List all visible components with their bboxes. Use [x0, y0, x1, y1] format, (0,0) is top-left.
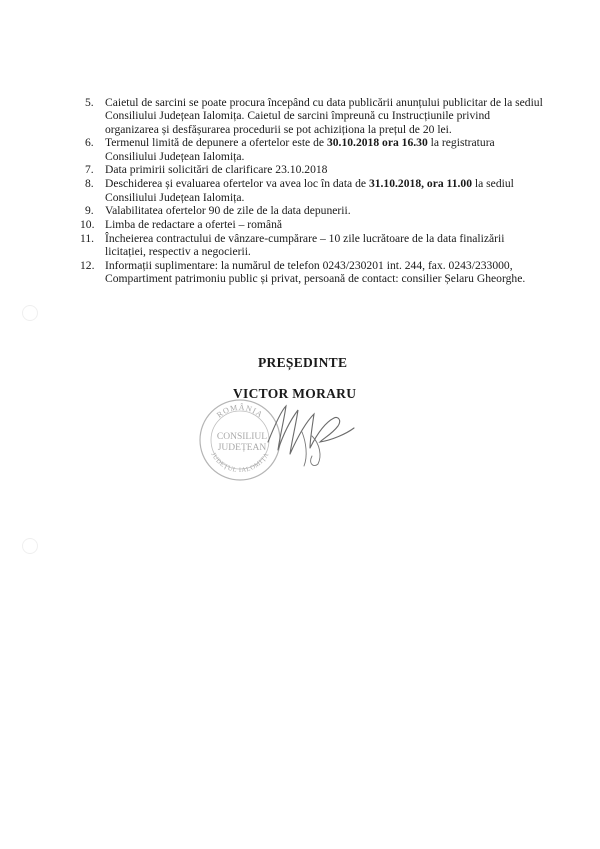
item-text-part: Limba de redactare a ofertei – română [105, 218, 283, 232]
list-item [85, 136, 545, 163]
scan-artifact-dot [22, 305, 38, 321]
item-text-part: Informații suplimentare: la numărul de telefon 0243/230201 int. 244, fax. 0243/233000, Compartiment patrimoniu public și privat, persoană de contact: consilier Șelaru Gheorghe. [105, 259, 526, 286]
item-text [105, 259, 525, 285]
item-number: 5. [85, 96, 94, 109]
item-text [105, 177, 514, 203]
handwritten-signature [262, 402, 362, 472]
item-text [105, 136, 495, 162]
item-number: 8. [85, 177, 94, 191]
signatory-title: PREȘEDINTE [258, 355, 348, 370]
stamp-line2: JUDEȚEAN [217, 443, 267, 453]
stamp-line1: CONSILIUL [216, 432, 268, 442]
item-text [105, 96, 543, 136]
list-item [85, 177, 545, 204]
list-item [80, 218, 545, 232]
terms-list [80, 96, 545, 286]
item-number: 10. [80, 218, 95, 232]
item-text-part: Încheierea contractului de vânzare-cumpărare – 10 zile lucrătoare de la data finalizării licitației, respectiv a negocierii. [105, 231, 505, 259]
item-text-part: la registratura Consiliului Județean Ialomița. [105, 136, 495, 163]
list-item [85, 163, 545, 176]
item-text-part: Caietul de sarcini se poate procura începând cu data publicării anunțului publicitar de la sediul Consiliului Județean Ialomița. Caietul de sarcini împreună cu Instrucțiunile privind organizarea și desfășurarea procedurii se pot achiziționa la prețul de 20 lei. [105, 96, 543, 136]
item-number: 7. [85, 163, 94, 177]
item-text [105, 204, 351, 217]
scan-artifact-dot [22, 538, 38, 554]
stamp-bottom-text: JUDEȚUL IALOMIȚA [209, 451, 271, 475]
stamp-top-text: ROMÂNIA [215, 402, 265, 420]
list-item [80, 259, 545, 286]
list-item [80, 231, 545, 259]
item-number: 11. [80, 231, 95, 245]
item-text-part: Valabilitatea ofertelor 90 de zile de la data depunerii. [105, 204, 351, 218]
emphasized-date: 30.10.2018 ora 16.30 [326, 136, 428, 150]
list-item [85, 96, 545, 136]
item-text-part: Deschiderea și evaluarea ofertelor va avea loc în data de [105, 177, 369, 191]
item-text [105, 232, 504, 258]
item-text [105, 218, 282, 231]
item-number: 6. [85, 136, 94, 150]
item-text [105, 163, 327, 176]
item-text-part: la sediul Consiliului Județean Ialomița. [105, 177, 514, 204]
item-text-part: Termenul limită de depunere a ofertelor este de [105, 136, 327, 150]
item-number: 9. [85, 204, 94, 218]
emphasized-date: 31.10.2018, ora 11.00 [368, 177, 472, 191]
signatory-name: VICTOR MORARU [233, 386, 357, 401]
item-number: 12. [80, 259, 95, 273]
item-text-part: Data primirii solicitări de clarificare 23.10.2018 [105, 163, 328, 177]
list-item [85, 204, 545, 217]
